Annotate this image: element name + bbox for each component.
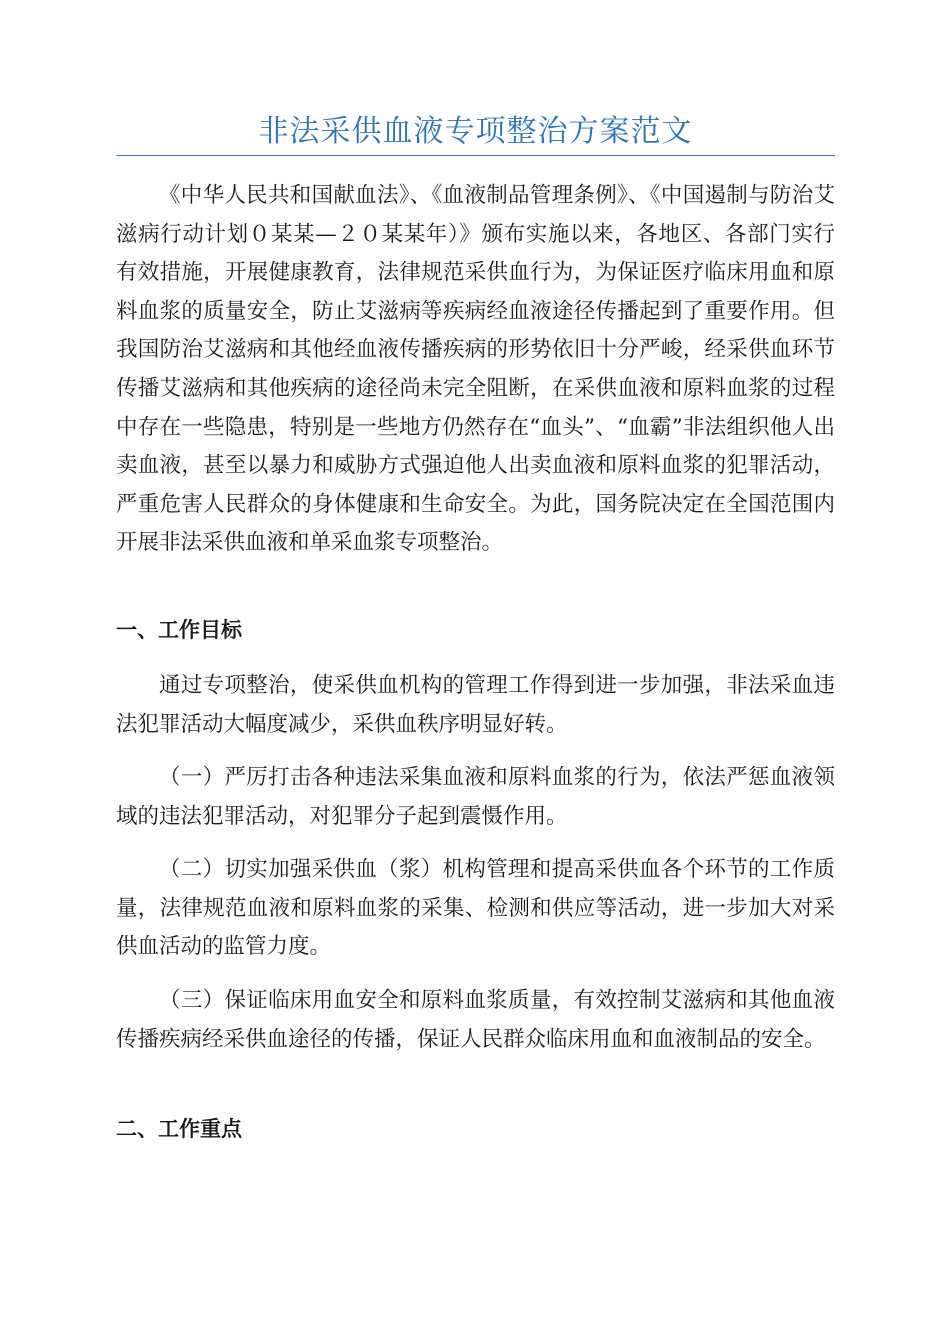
goal-item-1: （一）严厉打击各种违法采集血液和原料血浆的行为，依法严惩血液领域的违法犯罪活动，对犯罪分子起到震慑作用。 — [116, 765, 835, 829]
goal-item-2: （二）切实加强采供血（浆）机构管理和提高采供血各个环节的工作质量，法律规范血液和原料血浆的采集、检测和供应等活动，进一步加大对采供血活动的监管力度。 — [116, 857, 835, 960]
goals-summary-paragraph: 通过专项整治，使采供血机构的管理工作得到进一步加强，非法采血违法犯罪活动大幅度减少，采供血秩序明显好转。 — [116, 673, 835, 737]
title-underline — [116, 155, 835, 156]
section-heading-goals: 一、工作目标 — [116, 618, 242, 642]
goal-item-3: （三）保证临床用血安全和原料血浆质量，有效控制艾滋病和其他血液传播疾病经采供血途径的传播，保证人民群众临床用血和血液制品的安全。 — [116, 988, 835, 1052]
intro-paragraph: 《中华人民共和国献血法》、《血液制品管理条例》、《中国遏制与防治艾滋病行动计划０某某—２０某某年）》颁布实施以来，各地区、各部门实行有效措施，开展健康教育，法律规范采供血行为，为保证医疗临床用血和原料血浆的质量安全，防止艾滋病等疾病经血液途径传播起到了重要作用。但我国防治艾滋病和其他经血液传播疾病的形势依旧十分严峻，经采供血环节传播艾滋病和其他疾病的途径尚未完全阻断，在采供血液和原料血浆的过程中存在一些隐患，特别是一些地方仍然存在“血头”、“血霸”非法组织他人出卖血液，甚至以暴力和威胁方式强迫他人出卖血液和原料血浆的犯罪活动，严重危害人民群众的身体健康和生命安全。为此，国务院决定在全国范围内开展非法采供血液和单采血浆专项整治。 — [116, 183, 835, 556]
section-heading-priorities: 二、工作重点 — [116, 1117, 242, 1141]
document-title: 非法采供血液专项整治方案范文 — [258, 114, 693, 149]
